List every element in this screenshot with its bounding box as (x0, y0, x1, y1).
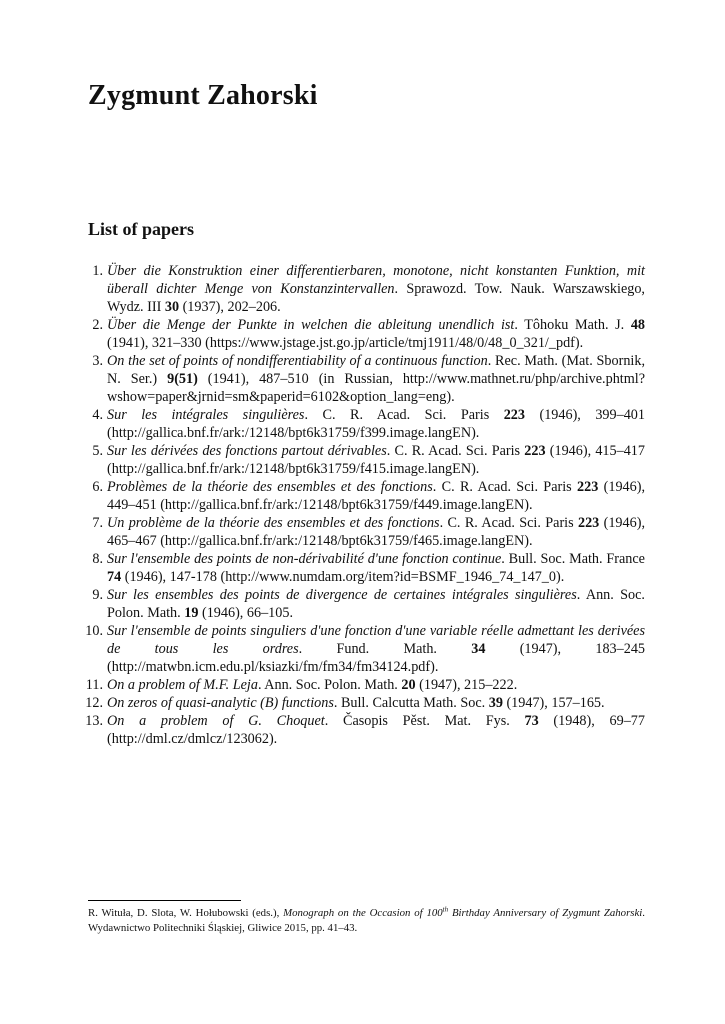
paper-volume: 39 (488, 695, 503, 711)
paper-volume: 9(51) (167, 371, 198, 387)
paper-title: Sur les ensembles des points de divergence de certaines intégrales singulières (107, 587, 577, 603)
paper-details: (1947), 215–222. (415, 677, 518, 693)
paper-details: (1937), 202–206. (179, 299, 281, 315)
paper-number: 6. (92, 479, 103, 495)
footnote-book-title: Monograph on the Occasion of 100th Birthday Anniversary of Zygmunt Zahorski (283, 905, 643, 919)
paper-volume: 223 (577, 515, 600, 531)
paper-volume: 34 (471, 641, 486, 657)
paper-number: 5. (92, 443, 103, 459)
paper-title: Über die Konstruktion einer differentierbaren, monotone, nicht konstanten Funktion, mit überall dichter Menge von Konstanzintervallen (107, 263, 645, 297)
paper-volume: 74 (107, 569, 122, 585)
paper-number: 4. (92, 407, 103, 423)
paper-item (88, 586, 645, 622)
paper-details: (1941), 321–330 (https://www.jstage.jst.go.jp/article/tmj1911/48/0/48_0_321/_pdf). (107, 335, 584, 351)
paper-venue: . Ann. Soc. Polon. Math. (257, 677, 402, 693)
paper-title: Problèmes de la théorie des ensembles et des fonctions (107, 479, 433, 495)
paper-item (88, 442, 645, 478)
paper-venue: . Bull. Calcutta Math. Soc. (333, 695, 489, 711)
paper-venue: . Sprawozd. Tow. Nauk. Warszawskiego, Wydz. III (107, 281, 645, 315)
paper-title: On zeros of quasi-analytic (B) functions (107, 695, 334, 711)
footnote-publisher: . Wydawnictwo Politechniki Śląskiej, Gliwice 2015, pp. 41–43. (88, 907, 645, 934)
paper-venue: . C. R. Acad. Sci. Paris (439, 515, 578, 531)
paper-number: 11. (85, 677, 103, 693)
paper-list (85, 262, 646, 748)
paper-number: 12. (85, 695, 103, 711)
section-heading: List of papers (88, 219, 195, 239)
paper-title: Sur les intégrales singulières (107, 407, 305, 423)
paper-details: (1947), 157–165. (502, 695, 605, 711)
paper-item (88, 478, 645, 514)
paper-venue: . Bull. Soc. Math. France (501, 551, 645, 567)
paper-volume: 30 (164, 299, 180, 315)
paper-volume: 73 (524, 713, 539, 729)
paper-venue: . Rec. Math. (Mat. Sbornik, N. Ser.) (107, 353, 645, 387)
footnote (88, 906, 645, 936)
paper-number: 9. (92, 587, 103, 603)
paper-volume: 223 (503, 407, 525, 423)
paper-details: (1946), 465–467 (http://gallica.bnf.fr/ark:/12148/bpt6k31759/f465.image.langEN). (107, 515, 645, 549)
paper-venue: . C. R. Acad. Sci. Paris (432, 479, 578, 495)
paper-title: On the set of points of nondifferentiability of a continuous function (107, 353, 488, 369)
paper-number: 10. (85, 623, 103, 639)
paper-details: (1948), 69–77 (http://dml.cz/dmlcz/123062). (107, 713, 645, 747)
paper-details: (1947), 183–245 (http://matwbn.icm.edu.pl/ksiazki/fm/fm34/fm34124.pdf). (107, 641, 646, 675)
paper-venue: . Fund. Math. (298, 641, 472, 657)
paper-details: (1946), 147-178 (http://www.numdam.org/item?id=BSMF_1946_74_147_0). (121, 569, 565, 585)
paper-venue: . Časopis Pěst. Mat. Fys. (324, 713, 525, 729)
paper-title: Sur les dérivées des fonctions partout dérivables (107, 443, 387, 459)
paper-item (85, 676, 645, 694)
paper-venue: . C. R. Acad. Sci. Paris (304, 407, 504, 423)
paper-volume: 19 (184, 605, 199, 621)
paper-item (88, 262, 645, 316)
paper-details: (1946), 399–401 (http://gallica.bnf.fr/ark:/12148/bpt6k31759/f399.image.langEN). (107, 407, 645, 441)
paper-volume: 20 (401, 677, 416, 693)
paper-item (88, 514, 645, 550)
paper-title: Sur l'ensemble des points de non-dérivabilité d'une fonction continue (107, 551, 502, 567)
paper-volume: 223 (524, 443, 546, 459)
paper-title: Sur l'ensemble de points singuliers d'une fonction d'une variable réelle admettant les derivées de tous les ordres (107, 623, 645, 657)
paper-volume: 223 (577, 479, 599, 495)
paper-item (88, 352, 645, 406)
paper-venue: . C. R. Acad. Sci. Paris (386, 443, 525, 459)
paper-item (88, 316, 645, 352)
paper-volume: 48 (630, 317, 645, 333)
paper-number: 2. (92, 317, 103, 333)
paper-title: On a problem of G. Choquet (107, 713, 325, 729)
paper-title: Über die Menge der Punkte in welchen die ableitung unendlich ist (107, 317, 515, 333)
paper-details: (1941), 487–510 (in Russian, http://www.mathnet.ru/php/archive.phtml?wshow=paper&jrnid=sm&paperid=6102&option_lang=eng). (107, 371, 645, 405)
paper-number: 1. (92, 263, 103, 279)
page-title: Zygmunt Zahorski (88, 80, 318, 111)
paper-details: (1946), 415–417 (http://gallica.bnf.fr/ark:/12148/bpt6k31759/f415.image.langEN). (107, 443, 645, 477)
paper-item (85, 694, 645, 712)
paper-item (88, 550, 645, 586)
paper-number: 3. (92, 353, 103, 369)
paper-item (88, 406, 645, 442)
paper-details: (1946), 66–105. (198, 605, 294, 621)
paper-number: 7. (92, 515, 103, 531)
paper-number: 8. (92, 551, 103, 567)
paper-venue: . Ann. Soc. Polon. Math. (107, 587, 645, 621)
paper-item (85, 622, 646, 676)
footnote-rule (88, 900, 241, 901)
paper-number: 13. (85, 713, 103, 729)
paper-title: Un problème de la théorie des ensembles et des fonctions (107, 515, 440, 531)
footnote-authors: R. Wituła, D. Slota, W. Hołubowski (eds.), (88, 907, 284, 919)
paper-title: On a problem of M.F. Leja (107, 677, 258, 693)
paper-item (85, 712, 645, 748)
paper-details: (1946), 449–451 (http://gallica.bnf.fr/ark:/12148/bpt6k31759/f449.image.langEN). (107, 479, 645, 513)
paper-venue: . Tôhoku Math. J. (514, 317, 631, 333)
